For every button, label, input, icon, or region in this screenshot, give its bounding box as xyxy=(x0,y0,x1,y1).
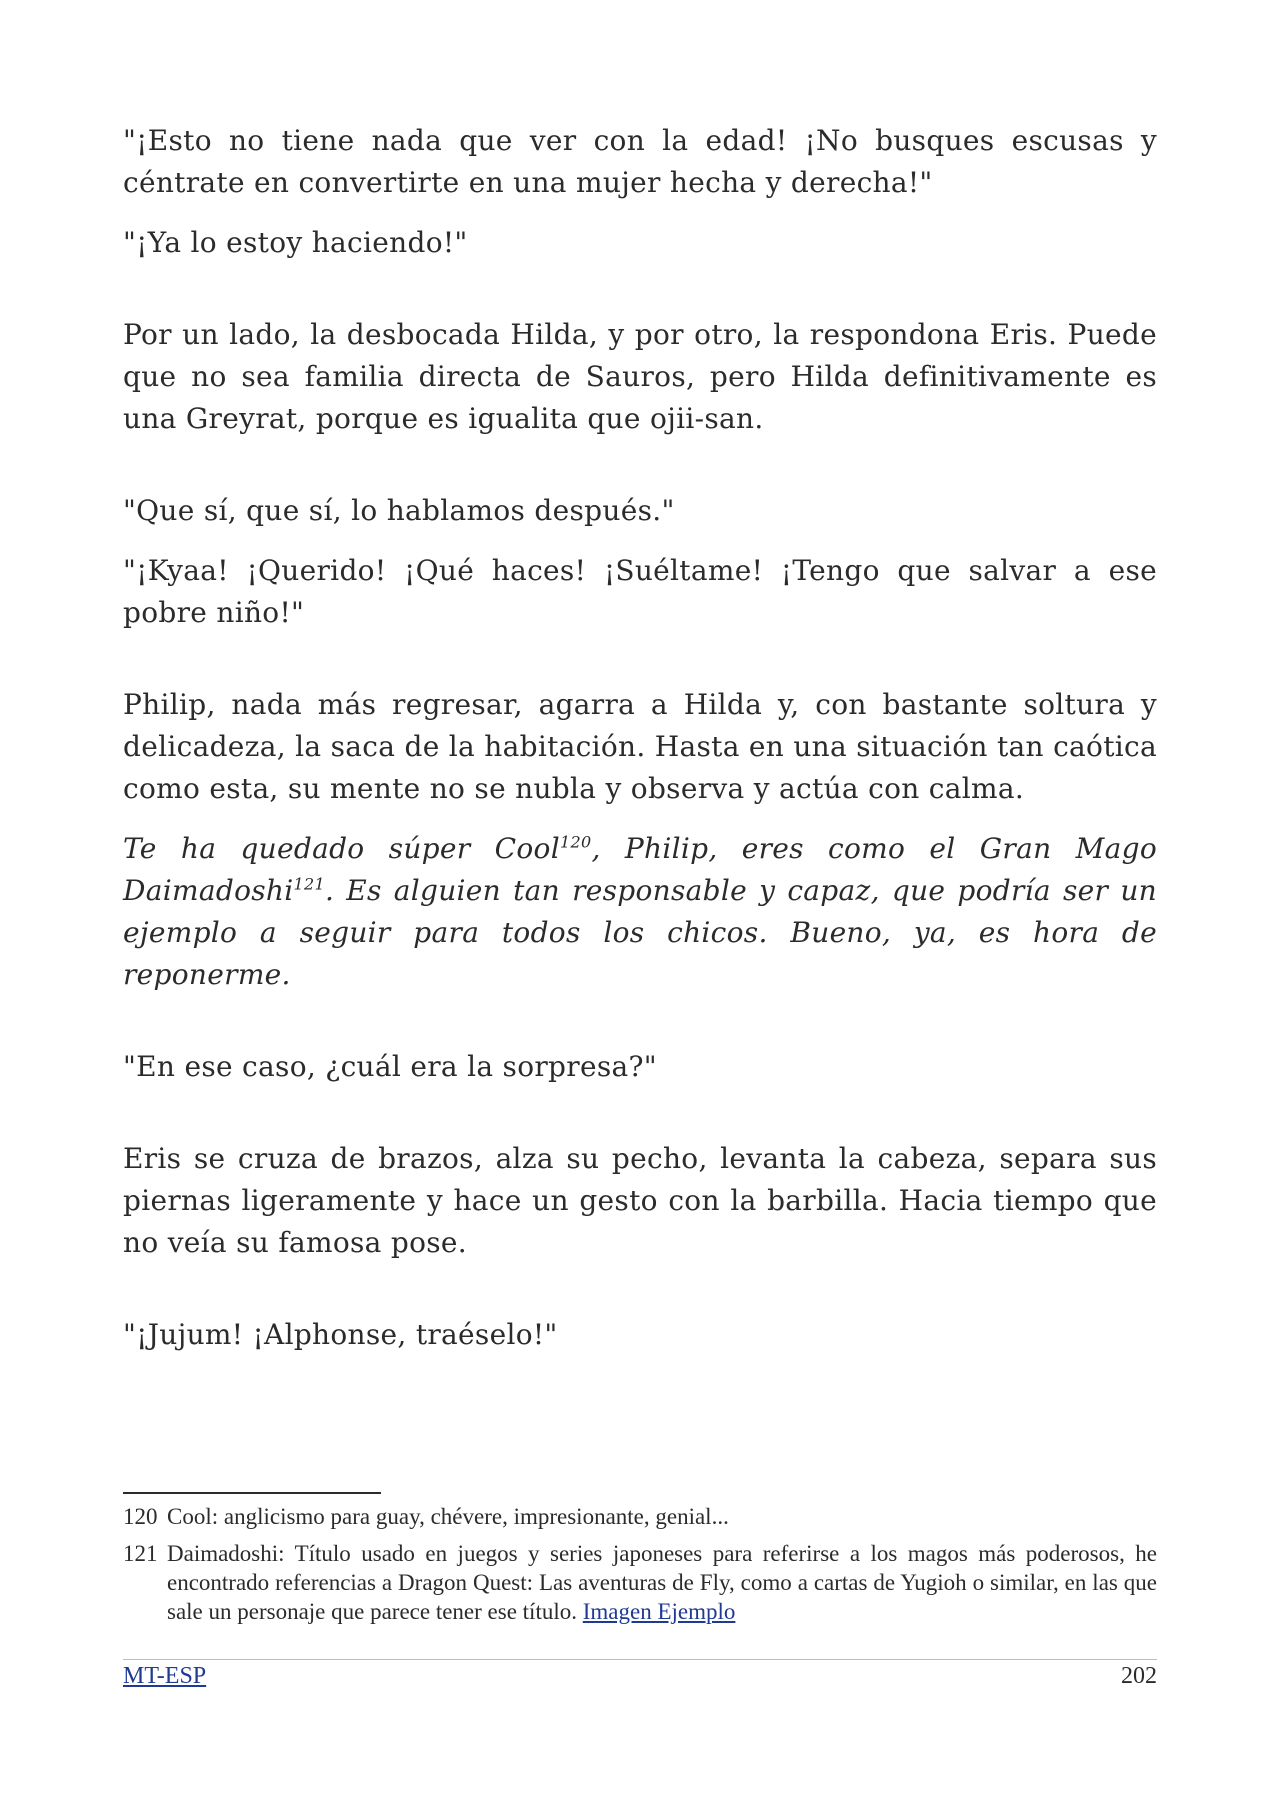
footnote-text-wrapper xyxy=(167,1539,1157,1626)
footnote-120 xyxy=(123,1502,1157,1531)
inner-thought-paragraph xyxy=(123,828,1157,996)
page-footer xyxy=(123,1661,1157,1691)
footnote-number: 120 xyxy=(123,1504,158,1529)
example-image-link[interactable]: Imagen Ejemplo xyxy=(582,1599,736,1624)
narration-paragraph: Philip, nada más regresar, agarra a Hilda y, con bastante soltura y delicadeza, la saca de la habitación. Hasta en una situación tan caótica como esta, su mente no se nubla y observa y actúa con calma. xyxy=(123,688,1157,805)
dialogue-paragraph: "¡Esto no tiene nada que ver con la edad! ¡No busques escusas y céntrate en convertirte en una mujer hecha y derecha!" xyxy=(123,124,1157,199)
dialogue-paragraph: "¡Jujum! ¡Alphonse, traéselo!" xyxy=(123,1318,558,1351)
footnote-ref-121[interactable]: 121 xyxy=(293,874,325,894)
page-number: 202 xyxy=(1121,1663,1157,1689)
thought-text: . Es alguien tan responsable y capaz, que podría ser un ejemplo a seguir para todos los chicos. Bueno, ya, es hora de reponerme. xyxy=(123,874,1157,991)
thought-text: , Philip, eres como el Gran Mago Daimadoshi xyxy=(123,832,1157,907)
dialogue-paragraph: "¡Kyaa! ¡Querido! ¡Qué haces! ¡Suéltame! ¡Tengo que salvar a ese pobre niño!" xyxy=(123,554,1157,629)
footnote-number: 121 xyxy=(123,1541,158,1566)
dialogue-paragraph: "Que sí, que sí, lo hablamos después." xyxy=(123,494,675,527)
dialogue-paragraph: "En ese caso, ¿cuál era la sorpresa?" xyxy=(123,1050,657,1083)
footnote-text: Cool: anglicismo para guay, chévere, impresionante, genial... xyxy=(167,1504,729,1529)
thought-text: Te ha quedado súper Cool xyxy=(123,832,560,865)
footer-divider xyxy=(123,1659,1157,1660)
footnote-text: Daimadoshi: Título usado en juegos y series japoneses para referirse a los magos más poderosos, he encontrado referencias a Dragon Quest: Las aventuras de Fly, como a cartas de Yugioh o similar, en las que sale un personaje que parece tener ese título. xyxy=(167,1541,1157,1624)
narration-paragraph: Por un lado, la desbocada Hilda, y por otro, la respondona Eris. Puede que no sea familia directa de Sauros, pero Hilda definitivamente es una Greyrat, porque es igualita que ojii-san. xyxy=(123,318,1157,435)
narration-paragraph: Eris se cruza de brazos, alza su pecho, levanta la cabeza, separa sus piernas ligeramente y hace un gesto con la barbilla. Hacia tiempo que no veía su famosa pose. xyxy=(123,1142,1157,1259)
footnote-ref-120[interactable]: 120 xyxy=(559,832,592,852)
footnotes xyxy=(123,1502,1157,1634)
dialogue-paragraph: "¡Ya lo estoy haciendo!" xyxy=(123,226,468,259)
footer-brand-link[interactable]: MT-ESP xyxy=(123,1663,207,1689)
page-body xyxy=(123,120,1157,1356)
footnote-121 xyxy=(123,1539,1157,1626)
footnote-divider xyxy=(123,1492,381,1494)
